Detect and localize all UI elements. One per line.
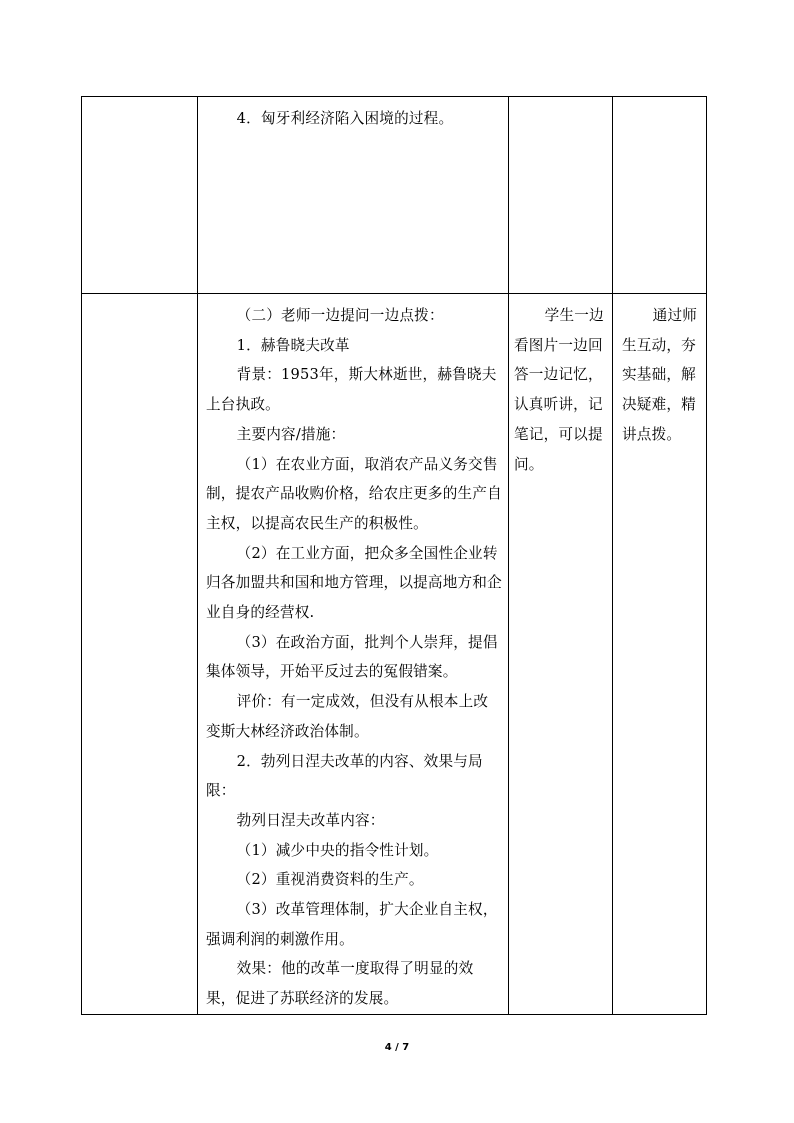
paragraph: 2．勃列日涅夫改革的内容、效果与局限： bbox=[206, 752, 483, 800]
paragraph: （3）在政治方面，批判个人崇拜，提倡集体领导，开始平反过去的冤假错案。 bbox=[206, 633, 498, 681]
student-activity-text: 学生一边看图片一边回答一边记忆，认真听讲，记笔记，可以提问。 bbox=[514, 307, 604, 473]
lesson-table bbox=[81, 96, 707, 1015]
paragraph: 背景：1953年，斯大林逝世，赫鲁晓夫上台执政。 bbox=[206, 366, 497, 414]
table-cell-content bbox=[198, 294, 509, 1015]
table-cell-empty bbox=[613, 97, 707, 294]
paragraph: （3）改革管理体制，扩大企业自主权，强调利润的刺激作用。 bbox=[206, 901, 498, 948]
table-cell-empty bbox=[82, 97, 198, 294]
page-number: 4 / 7 bbox=[384, 1042, 410, 1053]
paragraph: （2）在工业方面，把众多全国性企业转归各加盟共和国和地方管理，以提高地方和企业自身的经营权. bbox=[206, 544, 502, 622]
paragraph: 1．赫鲁晓夫改革 bbox=[236, 336, 350, 354]
design-purpose-text: 通过师生互动，夯实基础，解决疑难，精讲点拨。 bbox=[622, 307, 698, 443]
table-row bbox=[82, 97, 707, 294]
paragraph: 勃列日涅夫改革内容： bbox=[236, 811, 385, 829]
paragraph: （2）重视消费资料的生产。 bbox=[236, 871, 424, 889]
paragraph: 评价：有一定成效，但没有从根本上改变斯大林经济政治体制。 bbox=[206, 693, 489, 740]
paragraph: （二）老师一边提问一边点拨： bbox=[236, 307, 444, 324]
table-cell-design-purpose bbox=[613, 294, 707, 1015]
paragraph: 4．匈牙利经济陷入困境的过程。 bbox=[236, 110, 454, 127]
table-cell-student-activity bbox=[509, 294, 613, 1015]
table-row bbox=[82, 294, 707, 1015]
paragraph: （1）在农业方面，取消农产品义务交售制，提农产品收购价格，给农庄更多的生产自主权，以提高农民生产的积极性。 bbox=[206, 455, 502, 532]
table-cell-empty bbox=[509, 97, 613, 294]
paragraph: 主要内容/措施： bbox=[236, 425, 346, 443]
paragraph: （1）减少中央的指令性计划。 bbox=[236, 841, 439, 859]
table-cell-content bbox=[198, 97, 509, 294]
table-cell-empty bbox=[82, 294, 198, 1015]
paragraph: 效果：他的改革一度取得了明显的效果，促进了苏联经济的发展。 bbox=[206, 960, 474, 1008]
